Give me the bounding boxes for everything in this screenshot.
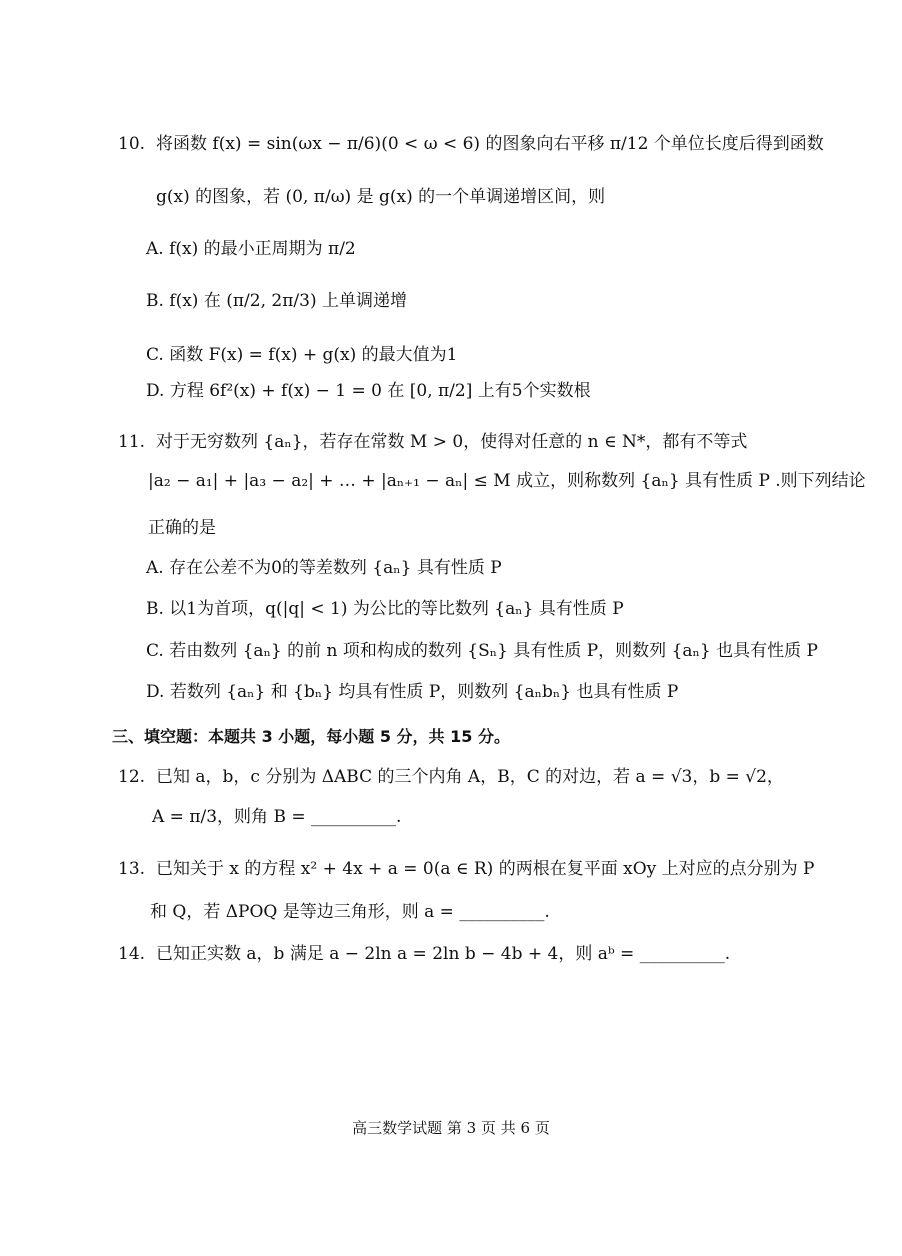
q12-line1 [118,766,784,788]
q10-line1 [118,133,824,155]
q11-option-c: C. 若由数列 {aₙ} 的前 n 项和构成的数列 {Sₙ} 具有性质 P，则数列 {aₙ} 也具有性质 P [146,641,818,661]
q13-number: 13. [118,859,146,879]
q11-option-a: A. 存在公差不为0的等差数列 {aₙ} 具有性质 P [146,558,502,578]
q11-number: 11. [118,432,146,452]
q12-stem-1: 已知 a，b，c 分别为 ΔABC 的三个内角 A，B，C 的对边，若 a = √3，b = √2， [156,767,784,787]
q13-line1 [118,858,814,880]
page-footer: 高三数学试题 第 3 页 共 6 页 [352,1119,550,1137]
q13-stem-2: 和 Q，若 ΔPOQ 是等边三角形，则 a = __________. [150,902,550,922]
q14-number: 14. [118,944,146,964]
q14-stem-1: 已知正实数 a，b 满足 a − 2ln a = 2ln b − 4b + 4，则 aᵇ = __________. [156,944,731,964]
q10-stem-1: 将函数 f(x) = sin(ωx − π/6)(0 < ω < 6) 的图象向右平移 π/12 个单位长度后得到函数 [156,134,824,154]
q10-number: 10. [118,134,146,154]
q11-line1 [118,431,747,453]
section-heading: 三、填空题：本题共 3 小题，每小题 5 分，共 15 分。 [112,727,510,746]
q12-stem-2: A = π/3，则角 B = __________. [152,807,402,827]
q10-option-b: B. f(x) 在 (π/2, 2π/3) 上单调递增 [146,291,407,311]
q10-option-a: A. f(x) 的最小正周期为 π/2 [146,239,356,259]
q11-option-d: D. 若数列 {aₙ} 和 {bₙ} 均具有性质 P，则数列 {aₙbₙ} 也具有性质 P [146,682,679,702]
q10-stem-2: g(x) 的图象，若 (0, π/ω) 是 g(x) 的一个单调递增区间，则 [156,187,606,207]
q10-option-d: D. 方程 6f²(x) + f(x) − 1 = 0 在 [0, π/2] 上有5个实数根 [146,381,591,401]
q11-option-b: B. 以1为首项，q(|q| < 1) 为公比的等比数列 {aₙ} 具有性质 P [146,599,624,619]
q12-number: 12. [118,767,146,787]
q13-stem-1: 已知关于 x 的方程 x² + 4x + a = 0(a ∈ R) 的两根在复平面 xOy 上对应的点分别为 P [156,859,815,879]
q10-option-c: C. 函数 F(x) = f(x) + g(x) 的最大值为1 [146,345,458,365]
q11-stem-1: 对于无穷数列 {aₙ}，若存在常数 M > 0，使得对任意的 n ∈ N*，都有不等式 [156,432,748,452]
q11-stem-2: |a₂ − a₁| + |a₃ − a₂| + … + |aₙ₊₁ − aₙ| ≤ M 成立，则称数列 {aₙ} 具有性质 P .则下列结论 [148,471,866,491]
q11-stem-3: 正确的是 [148,518,216,538]
q14-line1 [118,943,730,965]
